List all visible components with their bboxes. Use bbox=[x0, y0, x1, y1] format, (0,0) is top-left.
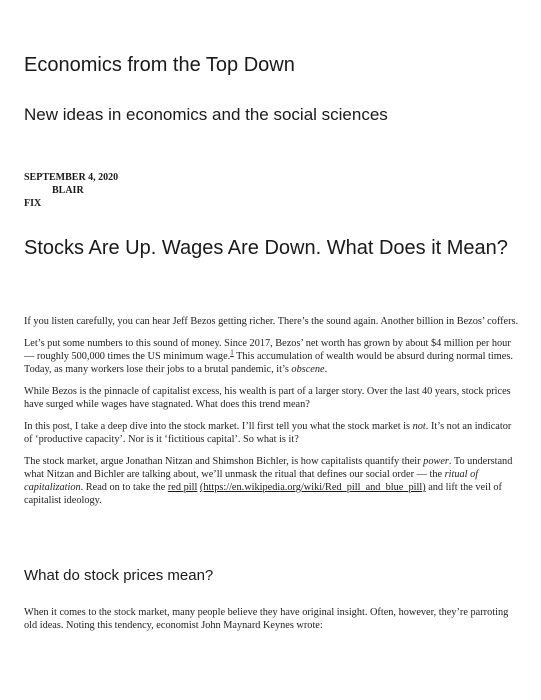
paragraph-2-text-a: Let’s put some numbers to this sound of money. Since 2017, Bezos’ net worth has grown by about $4 million per hour — roughly 500,000 times the US minimum wage. bbox=[24, 338, 511, 362]
paragraph-5-text-a: The stock market, argue Jonathan Nitzan and Shimshon Bichler, is how capitalists quantify their bbox=[24, 456, 424, 467]
site-tagline: New ideas in economics and the social sciences bbox=[24, 105, 388, 124]
paragraph-5-text-d: and lift the veil of capitalist ideology. bbox=[24, 482, 502, 506]
paragraph-1: If you listen carefully, you can hear Jeff Bezos getting richer. There’s the sound again. Another billion in Bezos’ coffers. bbox=[24, 316, 519, 327]
post-author-last[interactable]: FIX bbox=[24, 198, 42, 209]
paragraph-2-emphasis: obscene bbox=[291, 364, 325, 375]
post-title: Stocks Are Up. Wages Are Down. What Does it Mean? bbox=[24, 237, 508, 259]
post-meta bbox=[24, 171, 164, 210]
paragraph-5-emphasis-power: power bbox=[423, 456, 449, 467]
paragraph-5-text-b: . To understand what Nitzan and Bichler are talking about, we’ll unmask the ritual that defines our social order — the bbox=[24, 456, 513, 480]
paragraph-2-text-b: This accumulation of wealth would be absurd during normal times. Today, as many workers lose their jobs to a brutal pandemic, it’s bbox=[24, 351, 513, 375]
red-pill-link[interactable]: red pill bbox=[167, 482, 198, 493]
paragraph-5-text-c: . Read on to take the bbox=[80, 482, 168, 493]
site-title[interactable]: Economics from the Top Down bbox=[24, 54, 295, 76]
red-pill-url-link[interactable]: (https://en.wikipedia.org/wiki/Red_pill_and_blue_pill) bbox=[199, 482, 426, 493]
section-paragraph-1: When it comes to the stock market, many people believe they have original insight. Often, however, they’re parroting old ideas. Noting this tendency, economist John Maynard Keynes wrote: bbox=[24, 607, 509, 631]
paragraph-4-text-a: In this post, I take a deep dive into the stock market. I’ll first tell you what the stock market is bbox=[24, 421, 413, 432]
paragraph-5-emphasis-ritual: ritual of capitalization bbox=[24, 469, 479, 493]
post-date[interactable]: SEPTEMBER 4, 2020 bbox=[24, 172, 119, 183]
section-heading: What do stock prices mean? bbox=[24, 567, 214, 584]
paragraph-4 bbox=[24, 420, 519, 446]
paragraph-2 bbox=[24, 337, 519, 376]
paragraph-2-text-c: . bbox=[324, 364, 328, 375]
paragraph-5 bbox=[24, 455, 519, 507]
paragraph-4-text-b: . It’s not an indicator of ‘productive capacity’. Nor is it ‘fictitious capital’. So what is it? bbox=[24, 421, 512, 445]
post-author-first[interactable]: BLAIR bbox=[52, 185, 84, 196]
paragraph-3: While Bezos is the pinnacle of capitalist excess, his wealth is part of a larger story. Over the last 40 years, stock prices have surged while wages have stagnated. What does this trend mean? bbox=[24, 386, 511, 410]
footnote-link[interactable]: 1 bbox=[230, 348, 234, 357]
paragraph-4-emphasis: not bbox=[412, 421, 426, 432]
section-body bbox=[24, 606, 519, 632]
post-body bbox=[24, 315, 519, 516]
